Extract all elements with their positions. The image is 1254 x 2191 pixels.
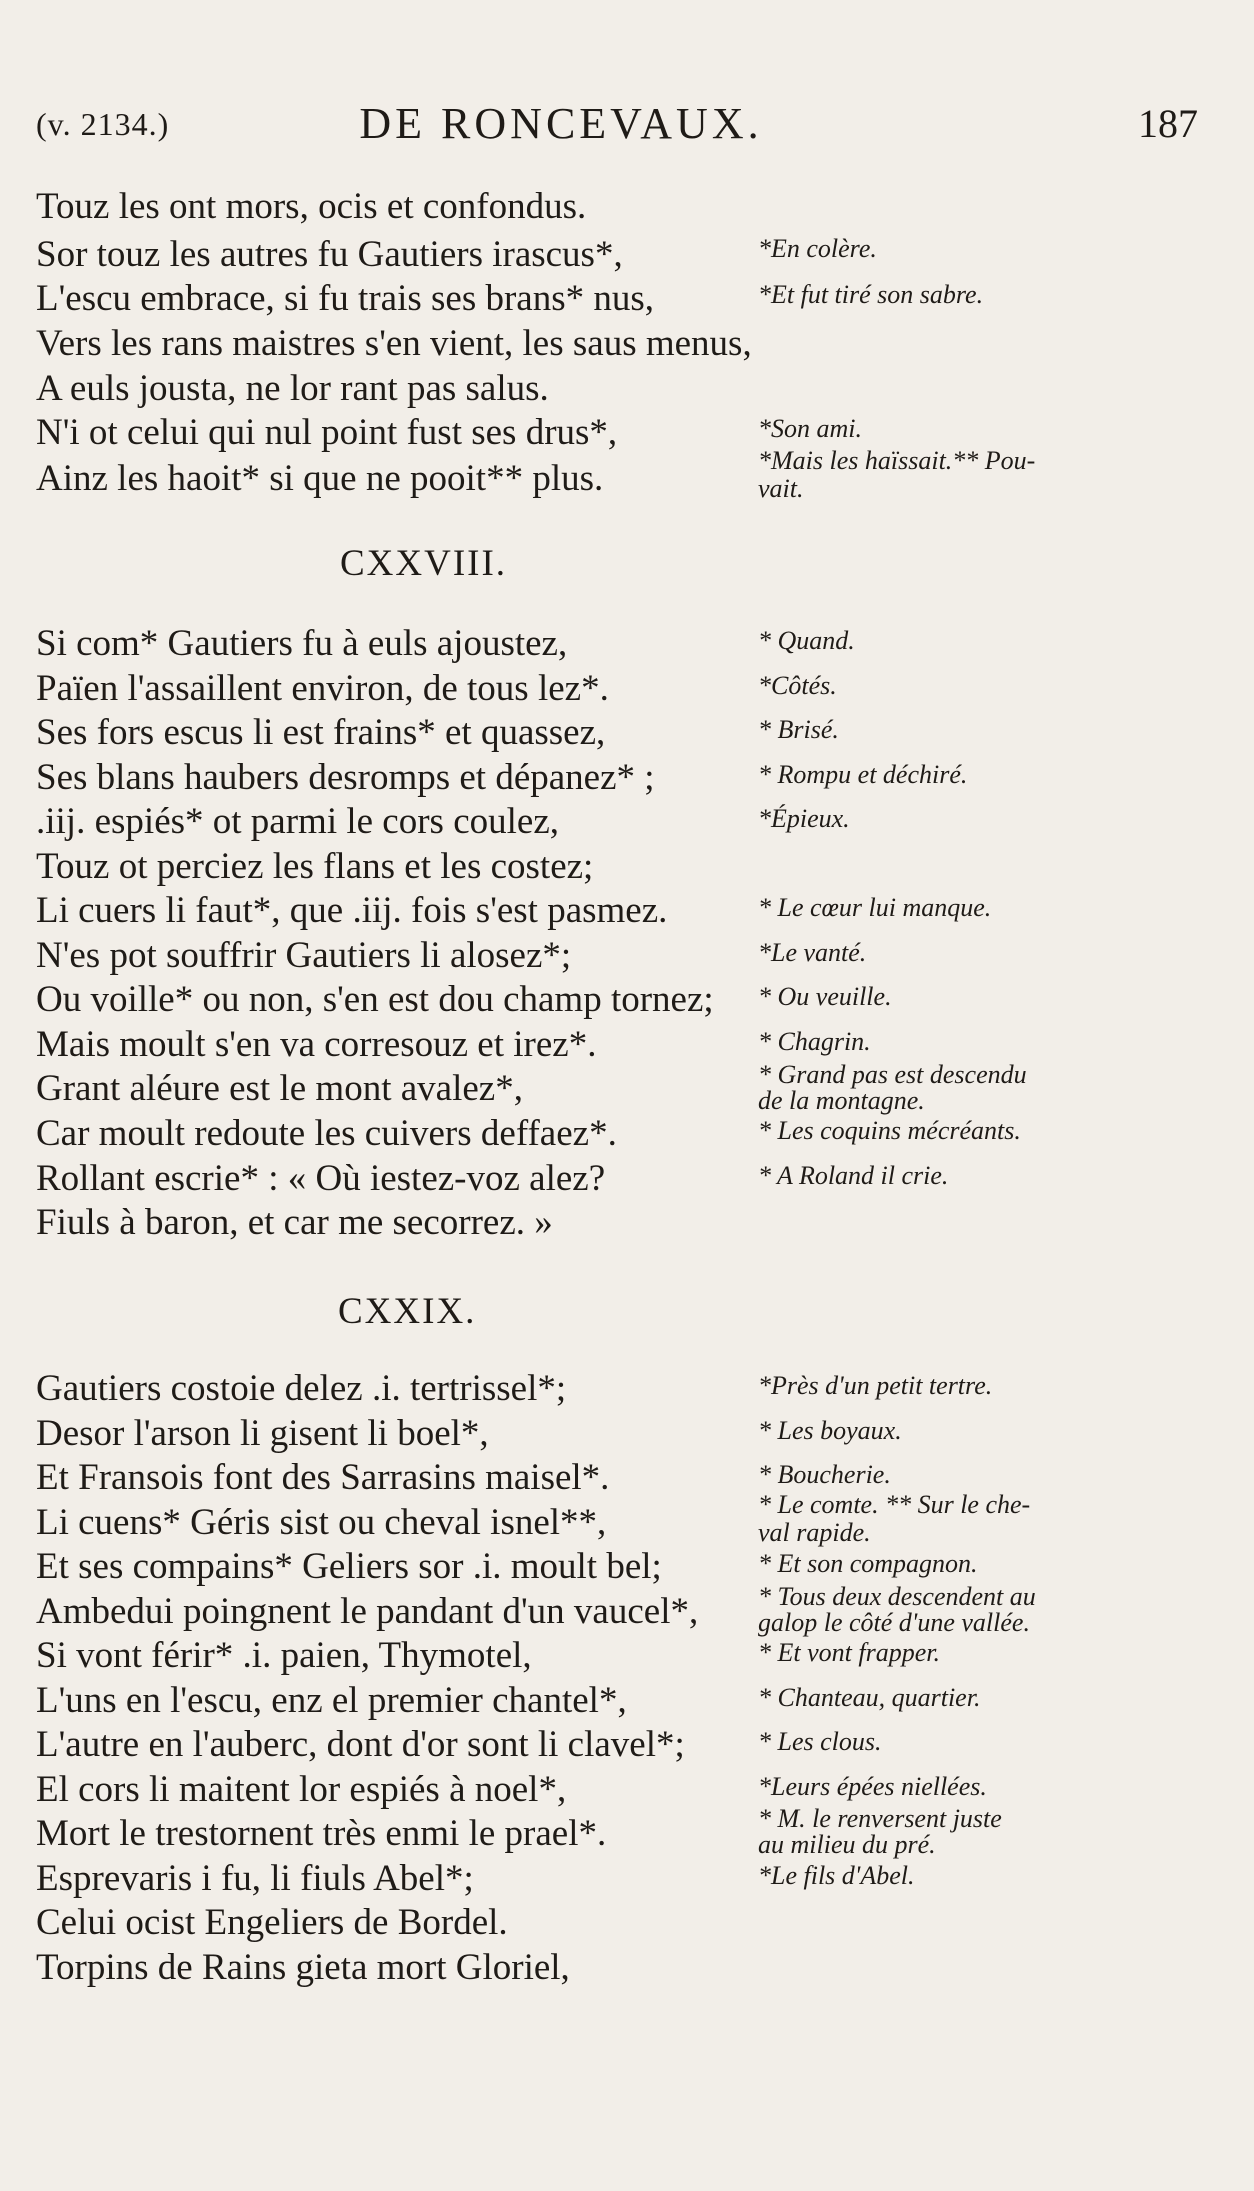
margin-note: *Mais les haïssait.** Pou- <box>758 446 1036 475</box>
verse-line: Si com* Gautiers fu à euls ajoustez, <box>36 623 568 664</box>
verse-line: Touz ot perciez les flans et les costez; <box>36 846 594 887</box>
margin-note: galop le côté d'une vallée. <box>758 1608 1030 1637</box>
verse-line: Grant aléure est le mont avalez*, <box>36 1068 523 1109</box>
margin-note: * Les boyaux. <box>758 1416 902 1445</box>
margin-note: * Les clous. <box>758 1727 882 1756</box>
margin-note: * Chanteau, quartier. <box>758 1683 981 1712</box>
margin-note: * Tous deux descendent au <box>758 1582 1036 1611</box>
verse-line: Rollant escrie* : « Où iestez-voz alez? <box>36 1158 606 1199</box>
verse-reference: (v. 2134.) <box>36 106 170 142</box>
verse-line: L'uns en l'escu, enz el premier chantel*, <box>36 1680 627 1721</box>
verse-line: El cors li maitent lor espiés à noel*, <box>36 1769 567 1810</box>
margin-note: *Le vanté. <box>758 938 867 967</box>
running-title-text: DE RONCEVAUX. <box>359 99 763 148</box>
margin-note: * Le comte. ** Sur le che- <box>758 1490 1031 1519</box>
verse-line: Ainz les haoit* si que ne pooit** plus. <box>36 458 604 499</box>
margin-note: *Épieux. <box>758 804 850 833</box>
margin-note: *Près d'un petit tertre. <box>758 1371 993 1400</box>
margin-note: *En colère. <box>758 234 877 263</box>
verse-line: Li cuens* Géris sist ou cheval isnel**, <box>36 1502 607 1543</box>
margin-note: val rapide. <box>758 1518 871 1547</box>
verse-line: Ambedui poingnent le pandant d'un vaucel*, <box>36 1591 699 1632</box>
verse-line: Fiuls à baron, et car me secorrez. » <box>36 1202 553 1243</box>
margin-note: * A Roland il crie. <box>758 1161 949 1190</box>
margin-note: vait. <box>758 474 804 503</box>
margin-note: * Le cœur lui manque. <box>758 893 992 922</box>
margin-note: *Côtés. <box>758 671 837 700</box>
margin-note: * Les coquins mécréants. <box>758 1116 1021 1145</box>
margin-note: *Son ami. <box>758 414 862 443</box>
margin-note: * Grand pas est descendu <box>758 1060 1027 1089</box>
verse-line: Celui ocist Engeliers de Bordel. <box>36 1902 508 1943</box>
verse-line: Touz les ont mors, ocis et confondus. <box>36 186 587 227</box>
margin-note: * M. le renversent juste <box>758 1804 1002 1833</box>
page-header <box>36 98 1206 158</box>
section-heading: CXXIX. <box>338 1291 477 1332</box>
verse-line: L'escu embrace, si fu trais ses brans* nus, <box>36 278 655 319</box>
verse-line: Car moult redoute les cuivers deffaez*. <box>36 1113 617 1154</box>
verse-line: N'es pot souffrir Gautiers li alosez*; <box>36 935 572 976</box>
margin-note: *Le fils d'Abel. <box>758 1861 915 1890</box>
verse-line: Torpins de Rains gieta mort Gloriel, <box>36 1947 570 1988</box>
running-title <box>36 98 1206 149</box>
margin-note: * Quand. <box>758 626 855 655</box>
verse-line: N'i ot celui qui nul point fust ses drus*, <box>36 412 618 453</box>
verse-line: Vers les rans maistres s'en vient, les saus menus, <box>36 323 752 364</box>
margin-note: * Ou veuille. <box>758 982 892 1011</box>
margin-note: *Leurs épées niellées. <box>758 1772 987 1801</box>
verse-line: A euls jousta, ne lor rant pas salus. <box>36 368 549 409</box>
margin-note: *Et fut tiré son sabre. <box>758 280 984 309</box>
verse-line: Mais moult s'en va corresouz et irez*. <box>36 1024 597 1065</box>
verse-line: Et ses compains* Geliers sor .i. moult bel; <box>36 1546 662 1587</box>
margin-note: * Et son compagnon. <box>758 1549 978 1578</box>
margin-note: * Et vont frapper. <box>758 1638 940 1667</box>
verse-line: Mort le trestornent très enmi le prael*. <box>36 1813 607 1854</box>
margin-note: au milieu du pré. <box>758 1830 936 1859</box>
verse-line: Ses fors escus li est frains* et quassez, <box>36 712 606 753</box>
verse-line: Si vont férir* .i. paien, Thymotel, <box>36 1635 532 1676</box>
verse-line: .iij. espiés* ot parmi le cors coulez, <box>36 801 559 842</box>
verse-line: Sor touz les autres fu Gautiers irascus*, <box>36 234 623 275</box>
margin-note: * Brisé. <box>758 715 839 744</box>
margin-note: * Rompu et déchiré. <box>758 760 968 789</box>
verse-line: Li cuers li faut*, que .iij. fois s'est pasmez. <box>36 890 668 931</box>
verse-line: Et Fransois font des Sarrasins maisel*. <box>36 1457 610 1498</box>
margin-note: de la montagne. <box>758 1086 925 1115</box>
verse-line: Desor l'arson li gisent li boel*, <box>36 1413 489 1454</box>
page-number: 187 <box>1138 101 1198 146</box>
verse-line: Ou voille* ou non, s'en est dou champ tornez; <box>36 979 714 1020</box>
margin-note: * Chagrin. <box>758 1027 871 1056</box>
verse-line: Gautiers costoie delez .i. tertrissel*; <box>36 1368 567 1409</box>
verse-line: Esprevaris i fu, li fiuls Abel*; <box>36 1858 474 1899</box>
section-heading: CXXVIII. <box>340 543 508 584</box>
margin-note: * Boucherie. <box>758 1460 891 1489</box>
verse-line: Ses blans haubers desromps et dépanez* ; <box>36 757 655 798</box>
verse-line: L'autre en l'auberc, dont d'or sont li clavel*; <box>36 1724 685 1765</box>
verse-line: Païen l'assaillent environ, de tous lez*. <box>36 668 609 709</box>
